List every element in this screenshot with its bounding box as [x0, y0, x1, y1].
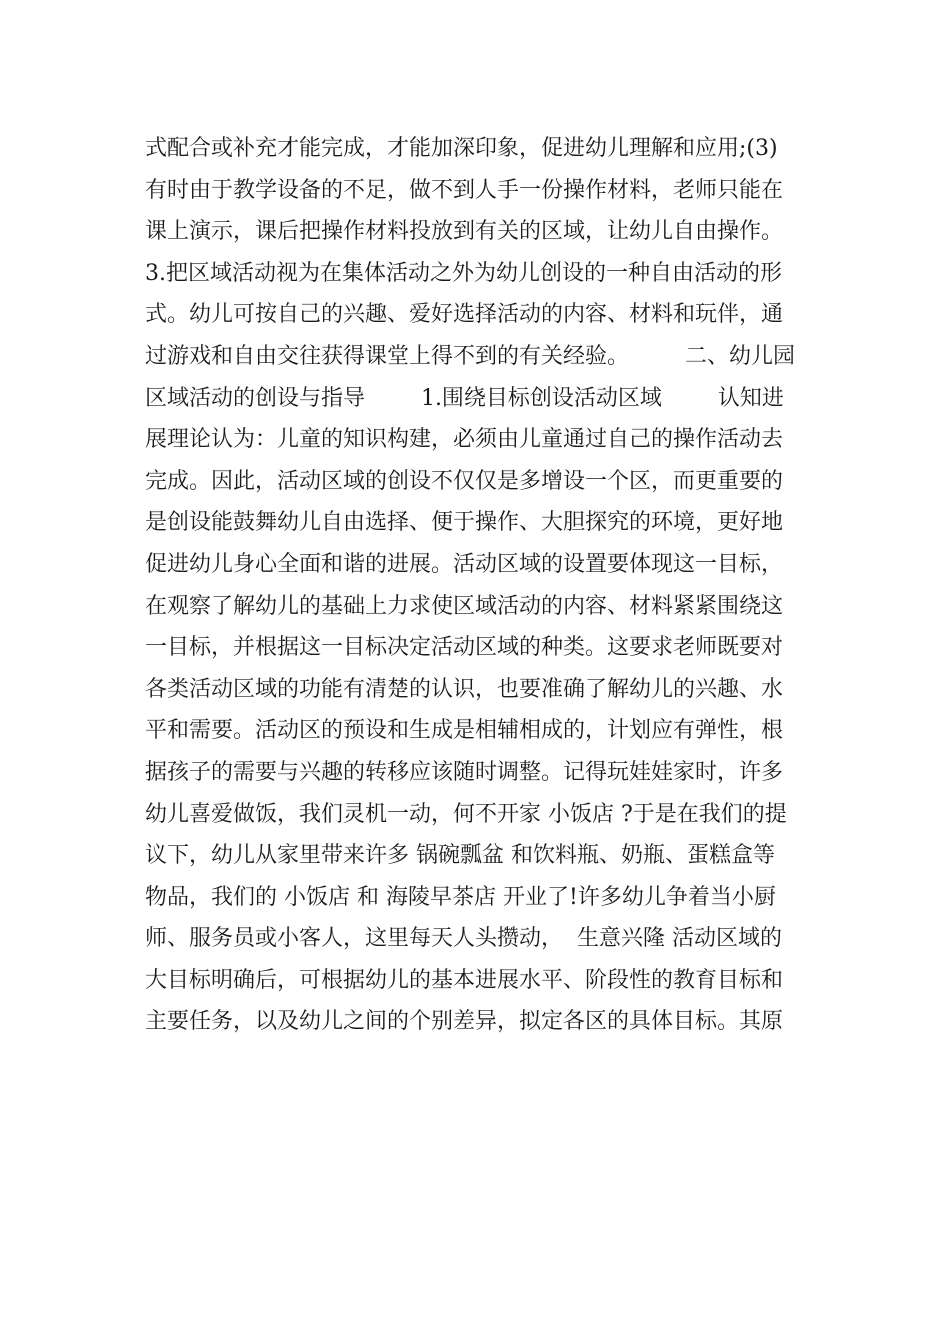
text-line: 据孩子的需要与兴趣的转移应该随时调整。记得玩娃娃家时，许多 [145, 759, 784, 785]
text-line: 幼儿喜爱做饭，我们灵机一动，何不开家 小饭店 ?于是在我们的提 [145, 801, 787, 827]
text-line: 主要任务，以及幼儿之间的个别差异，拟定各区的具体目标。其原 [145, 1009, 784, 1035]
text-line: 式。幼儿可按自己的兴趣、爱好选择活动的内容、材料和玩伴，通 [145, 302, 784, 328]
text-line: 议下，幼儿从家里带来许多 锅碗瓢盆 和饮料瓶、奶瓶、蛋糕盒等 [145, 843, 775, 869]
text-line: 促进幼儿身心全面和谐的进展。活动区域的设置要体现这一目标， [145, 551, 784, 577]
text-line: 师、服务员或小客人，这里每天人头攒动， 生意兴隆 活动区域的 [145, 926, 782, 952]
body-text [145, 128, 815, 1043]
text-line: 在观察了解幼儿的基础上力求使区域活动的内容、材料紧紧围绕这 [145, 593, 784, 619]
text-line: 式配合或补充才能完成，才能加深印象，促进幼儿理解和应用;(3) [145, 136, 778, 161]
text-line: 平和需要。活动区的预设和生成是相辅相成的，计划应有弹性，根 [145, 718, 784, 744]
text-line: 有时由于教学设备的不足，做不到人手一份操作材料，老师只能在 [145, 177, 784, 203]
text-line: 区域活动的创设与指导 1.围绕目标创设活动区域 认知进 [145, 385, 784, 411]
text-line: 一目标，并根据这一目标决定活动区域的种类。这要求老师既要对 [145, 635, 784, 661]
text-line: 3.把区域活动视为在集体活动之外为幼儿创设的一种自由活动的形 [145, 260, 782, 286]
text-line: 过游戏和自由交往获得课堂上得不到的有关经验。 二、幼儿园 [145, 343, 795, 369]
text-line: 课上演示，课后把操作材料投放到有关的区域，让幼儿自由操作。 [145, 219, 784, 245]
text-line: 完成。因此，活动区域的创设不仅仅是多增设一个区，而更重要的 [145, 468, 784, 494]
text-line: 展理论认为：儿童的知识构建，必须由儿童通过自己的操作活动去 [145, 427, 784, 453]
text-line: 各类活动区域的功能有清楚的认识，也要准确了解幼儿的兴趣、水 [145, 676, 784, 702]
text-line: 是创设能鼓舞幼儿自由选择、便于操作、大胆探究的环境，更好地 [145, 510, 784, 536]
text-line: 大目标明确后，可根据幼儿的基本进展水平、阶段性的教育目标和 [145, 967, 784, 993]
text-line: 物品，我们的 小饭店 和 海陵早茶店 开业了!许多幼儿争着当小厨 [145, 884, 776, 910]
